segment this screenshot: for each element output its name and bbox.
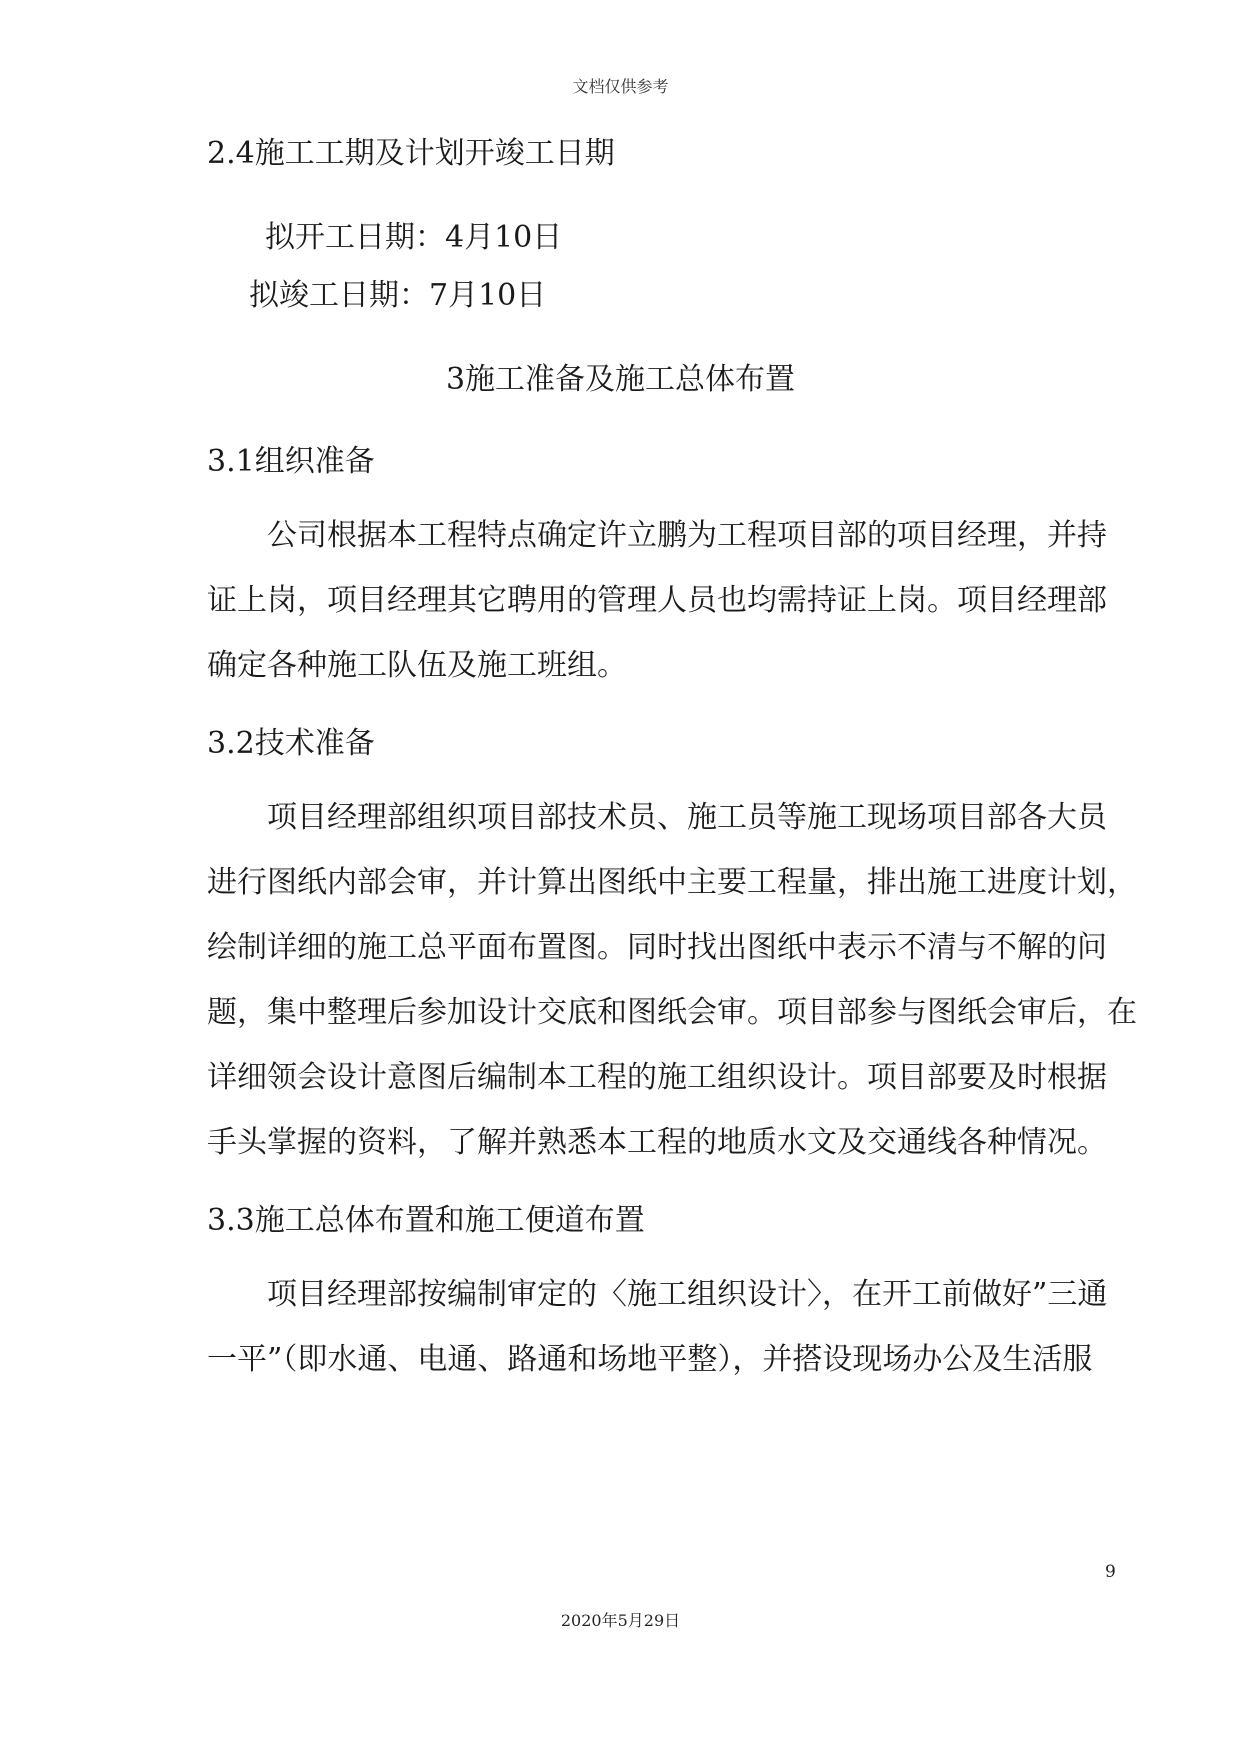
paragraph-line: 项目经理部组织项目部技术员、施工员等施工现场项目部各大员 — [267, 800, 1107, 835]
paragraph-line: 项目经理部按编制审定的〈施工组织设计〉，在开工前做好”三通 — [267, 1277, 1108, 1312]
section-3-1-heading: 3.1组织准备 — [207, 444, 375, 479]
section-3-2-paragraph — [207, 785, 1137, 1175]
paragraph-line: 绘制详细的施工总平面布置图。同时找出图纸中表示不清与不解的问 — [207, 930, 1107, 965]
paragraph-line: 公司根据本工程特点确定许立鹏为工程项目部的项目经理，并持 — [267, 518, 1107, 553]
section-3-2-heading: 3.2技术准备 — [207, 726, 375, 761]
page-header: 文档仅供参考 — [572, 77, 669, 96]
section-3-3-paragraph — [207, 1262, 1107, 1392]
paragraph-line: 进行图纸内部会审，并计算出图纸中主要工程量，排出施工进度计划， — [207, 865, 1137, 900]
footer-date: 2020年5月29日 — [560, 1611, 681, 1630]
page-number: 9 — [1105, 1562, 1116, 1582]
paragraph-line: 详细领会设计意图后编制本工程的施工组织设计。项目部要及时根据 — [207, 1060, 1107, 1095]
start-date-line: 拟开工日期：4月10日 — [265, 220, 563, 255]
section-3-3-heading: 3.3施工总体布置和施工便道布置 — [207, 1203, 645, 1238]
section-2-4-heading: 2.4施工工期及计划开竣工日期 — [207, 136, 615, 171]
end-date-line: 拟竣工日期：7月10日 — [249, 278, 547, 313]
paragraph-line: 题，集中整理后参加设计交底和图纸会审。项目部参与图纸会审后，在 — [207, 995, 1137, 1030]
section-3-1-paragraph — [207, 503, 1107, 698]
paragraph-line: 确定各种施工队伍及施工班组。 — [207, 648, 627, 683]
paragraph-line: 手头掌握的资料，了解并熟悉本工程的地质水文及交通线各种情况。 — [207, 1125, 1107, 1160]
paragraph-line: 一平”（即水通、电通、路通和场地平整），并搭设现场办公及生活服 — [207, 1342, 1093, 1377]
chapter-3-title: 3施工准备及施工总体布置 — [445, 362, 796, 397]
paragraph-line: 证上岗，项目经理其它聘用的管理人员也均需持证上岗。项目经理部 — [207, 583, 1107, 618]
